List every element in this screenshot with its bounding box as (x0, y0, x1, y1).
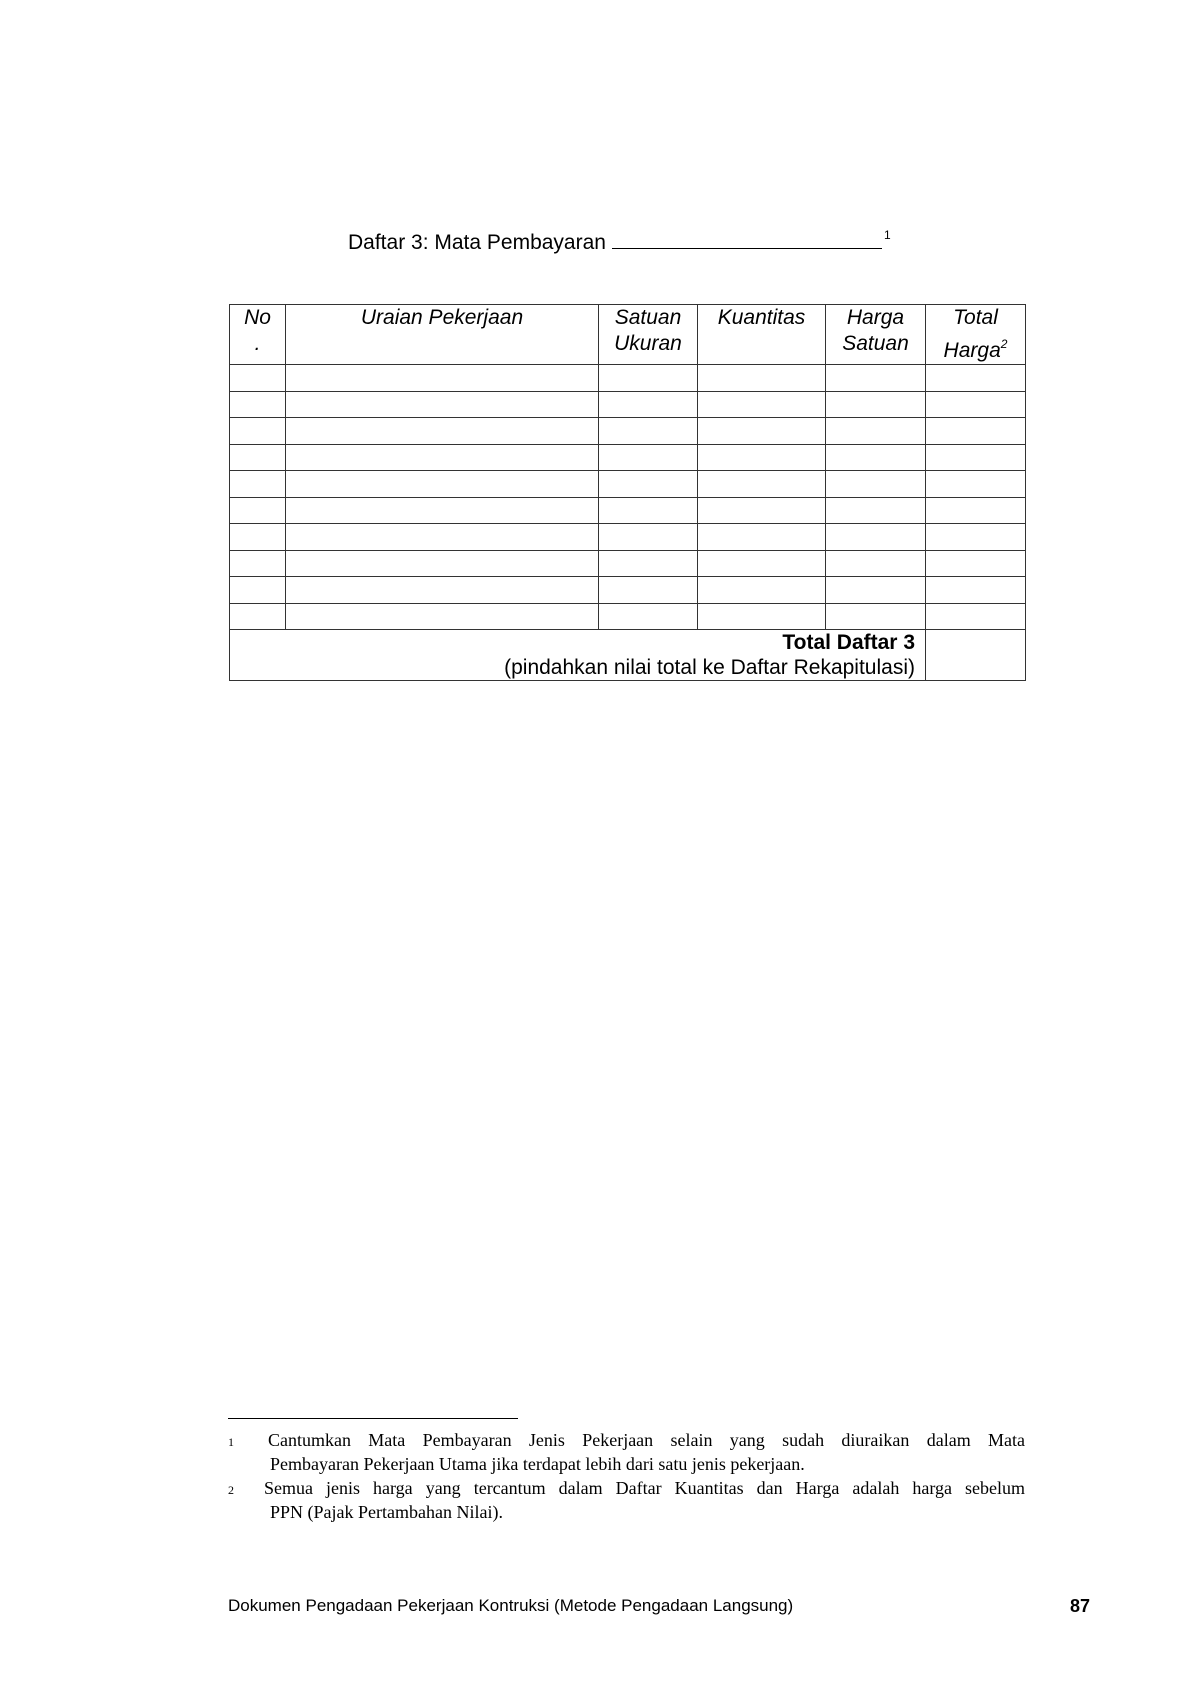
footnote-1-line2: Pembayaran Pekerjaan Utama jika terdapat lebih dari satu jenis pekerjaan. (270, 1454, 805, 1474)
cell-no[interactable] (230, 524, 286, 551)
cell-total-harga[interactable] (926, 603, 1026, 630)
footnote-2 (228, 1476, 1025, 1524)
cell-no[interactable] (230, 550, 286, 577)
cell-satuan[interactable] (599, 444, 698, 471)
header-total-line2 (926, 331, 1025, 364)
cell-satuan[interactable] (599, 391, 698, 418)
cell-uraian[interactable] (286, 524, 599, 551)
cell-satuan[interactable] (599, 524, 698, 551)
cell-kuantitas[interactable] (698, 603, 826, 630)
cell-harga-satuan[interactable] (826, 497, 926, 524)
table-row (230, 444, 1026, 471)
cell-no[interactable] (230, 577, 286, 604)
cell-kuantitas[interactable] (698, 418, 826, 445)
header-kuantitas-label: Kuantitas (717, 306, 806, 329)
cell-no[interactable] (230, 603, 286, 630)
cell-total-harga[interactable] (926, 524, 1026, 551)
cell-harga-satuan[interactable] (826, 550, 926, 577)
cell-harga-satuan[interactable] (826, 418, 926, 445)
cell-harga-satuan[interactable] (826, 391, 926, 418)
cell-total-harga[interactable] (926, 471, 1026, 498)
footer-document-title: Dokumen Pengadaan Pekerjaan Kontruksi (Metode Pengadaan Langsung) (228, 1596, 794, 1615)
cell-uraian[interactable] (286, 603, 599, 630)
cell-harga-satuan[interactable] (826, 365, 926, 392)
cell-total-harga[interactable] (926, 365, 1026, 392)
footnote-2-number: 2 (228, 1483, 234, 1497)
cell-no[interactable] (230, 418, 286, 445)
header-total-harga (926, 305, 1026, 365)
table-row (230, 471, 1026, 498)
cell-uraian[interactable] (286, 444, 599, 471)
header-no-line1: No (244, 306, 271, 329)
footnote-separator (228, 1418, 518, 1419)
cell-harga-satuan[interactable] (826, 471, 926, 498)
cell-no[interactable] (230, 471, 286, 498)
cell-kuantitas[interactable] (698, 577, 826, 604)
cell-kuantitas[interactable] (698, 497, 826, 524)
header-harga-line2: Satuan (842, 332, 909, 355)
cell-satuan[interactable] (599, 365, 698, 392)
cell-uraian[interactable] (286, 391, 599, 418)
cell-uraian[interactable] (286, 365, 599, 392)
total-label-cell (230, 630, 926, 681)
header-total-line2-text: Harga (943, 339, 1001, 362)
header-satuan-line2: Ukuran (614, 332, 682, 355)
bill-of-quantities-table (229, 304, 1026, 681)
footnote-1 (228, 1428, 1025, 1476)
cell-uraian[interactable] (286, 471, 599, 498)
table-row (230, 365, 1026, 392)
table-row (230, 603, 1026, 630)
header-satuan-line1: Satuan (614, 306, 682, 329)
cell-no[interactable] (230, 391, 286, 418)
title-text: Daftar 3: Mata Pembayaran (348, 231, 606, 254)
cell-satuan[interactable] (599, 418, 698, 445)
cell-satuan[interactable] (599, 577, 698, 604)
header-harga-satuan (826, 305, 926, 365)
header-total-line1: Total (953, 306, 998, 329)
table-row (230, 550, 1026, 577)
header-no (230, 305, 286, 365)
cell-kuantitas[interactable] (698, 444, 826, 471)
cell-no[interactable] (230, 497, 286, 524)
cell-uraian[interactable] (286, 497, 599, 524)
table-row (230, 391, 1026, 418)
page-number: 87 (1070, 1596, 1091, 1616)
cell-kuantitas[interactable] (698, 365, 826, 392)
cell-kuantitas[interactable] (698, 471, 826, 498)
cell-harga-satuan[interactable] (826, 577, 926, 604)
cell-no[interactable] (230, 365, 286, 392)
footnote-2-line2: PPN (Pajak Pertambahan Nilai). (270, 1502, 503, 1522)
cell-uraian[interactable] (286, 550, 599, 577)
total-label: Total Daftar 3 (782, 631, 915, 654)
cell-kuantitas[interactable] (698, 550, 826, 577)
cell-satuan[interactable] (599, 471, 698, 498)
footnote-2-line1: Semua jenis harga yang tercantum dalam Daftar Kuantitas dan Harga adalah harga sebelum (264, 1478, 1025, 1498)
cell-no[interactable] (230, 444, 286, 471)
header-no-line2: . (254, 332, 261, 355)
title-blank-line (612, 226, 882, 249)
header-uraian (286, 305, 599, 365)
total-value-cell[interactable] (926, 630, 1026, 681)
table-header-row (230, 305, 1026, 365)
cell-total-harga[interactable] (926, 550, 1026, 577)
table-body (230, 365, 1026, 681)
cell-satuan[interactable] (599, 603, 698, 630)
table-row (230, 418, 1026, 445)
header-uraian-label: Uraian Pekerjaan (360, 306, 524, 329)
cell-total-harga[interactable] (926, 497, 1026, 524)
header-kuantitas (698, 305, 826, 365)
cell-total-harga[interactable] (926, 391, 1026, 418)
table-row (230, 577, 1026, 604)
table-row (230, 524, 1026, 551)
header-harga-line1: Harga (846, 306, 905, 329)
page-title (348, 226, 891, 255)
cell-kuantitas[interactable] (698, 391, 826, 418)
title-footnote-ref: 1 (883, 228, 891, 242)
footnote-1-number: 1 (228, 1435, 234, 1449)
cell-total-harga[interactable] (926, 418, 1026, 445)
cell-harga-satuan[interactable] (826, 603, 926, 630)
cell-uraian[interactable] (286, 577, 599, 604)
header-satuan-ukuran (599, 305, 698, 365)
cell-uraian[interactable] (286, 418, 599, 445)
table-row (230, 497, 1026, 524)
cell-harga-satuan[interactable] (826, 524, 926, 551)
total-row (230, 630, 1026, 681)
header-total-footnote-ref: 2 (1000, 337, 1008, 351)
cell-satuan[interactable] (599, 497, 698, 524)
footnote-1-line1: Cantumkan Mata Pembayaran Jenis Pekerjaan selain yang sudah diuraikan dalam Mata (268, 1430, 1025, 1450)
cell-satuan[interactable] (599, 550, 698, 577)
cell-kuantitas[interactable] (698, 524, 826, 551)
cell-total-harga[interactable] (926, 444, 1026, 471)
total-note: (pindahkan nilai total ke Daftar Rekapitulasi) (504, 656, 915, 679)
cell-total-harga[interactable] (926, 577, 1026, 604)
cell-harga-satuan[interactable] (826, 444, 926, 471)
